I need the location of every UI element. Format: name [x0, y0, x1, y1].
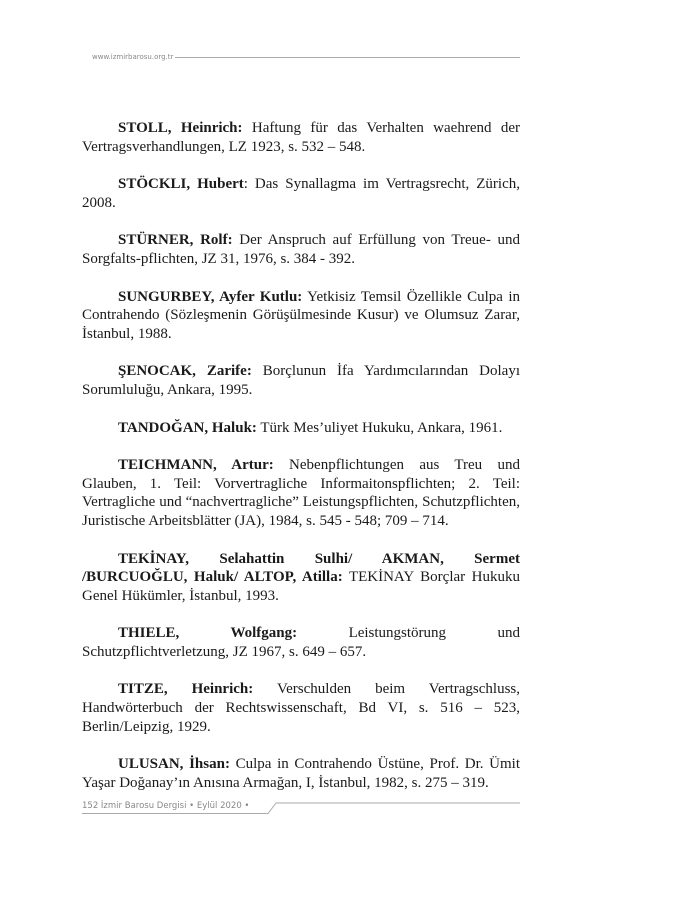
entry-text: Nebenpflichtungen aus Treu und Glauben, 1. Teil: Vorvertragliche Informaitonspflichten; 2. Teil: Vertragliche und “nachvertragliche” Leistungspflichten, Schutzpflichten, Juristische Arbeitsblätter (JA), 1984, s. 545 - 548; 709 – 714.: [82, 457, 520, 529]
entry-text: Yetkisiz Temsil Özellikle Culpa in Contrahendo (Sözleşmenin Görüşülmesinde Kusur) ve Olumsuz Zarar, İstanbul, 1988.: [82, 288, 521, 342]
bibliography-entry: [82, 362, 520, 399]
page-header: [92, 53, 520, 61]
entry-author: ULUSAN, İhsan:: [118, 756, 230, 773]
entry-text: Leistungstörung und Schutzpflichtverletzung, JZ 1967, s. 649 – 657.: [82, 625, 520, 660]
entry-text: Türk Mes’uliyet Hukuku, Ankara, 1961.: [256, 419, 503, 436]
bibliography-entry: [82, 119, 520, 156]
entry-author: TANDOĞAN, Haluk:: [118, 419, 257, 436]
entry-text: Verschulden beim Vertragschluss, Handwörterbuch der Rechtswissenschaft, Bd VI, s. 516 – 523, Berlin/Leipzig, 1929.: [82, 681, 521, 735]
entry-author: TITZE, Heinrich:: [118, 681, 254, 698]
entry-author: SUNGURBEY, Ayfer Kutlu:: [118, 288, 303, 305]
bibliography-entry: [82, 419, 520, 438]
footer-text: 152 İzmir Barosu Dergisi • Eylül 2020 •: [82, 801, 250, 811]
header-rule: [175, 57, 520, 58]
bibliography-entry: [82, 755, 520, 792]
entry-text: Culpa in Contrahendo Üstüne, Prof. Dr. Ümit Yaşar Doğanay’ın Anısına Armağan, I, İstanbul, 1982, s. 275 – 319.: [82, 756, 520, 791]
bibliography-entry: [82, 175, 520, 212]
page-footer: [82, 800, 520, 814]
entry-text: Der Anspruch auf Erfüllung von Treue- und Sorgfalts-pflichten, JZ 31, 1976, s. 384 - 392.: [82, 232, 520, 267]
bibliography-entry: [82, 680, 520, 736]
entry-author: STÜRNER, Rolf:: [118, 232, 233, 249]
bibliography-entry: [82, 456, 520, 530]
entry-text: Haftung für das Verhalten waehrend der Vertragsverhandlungen, LZ 1923, s. 532 – 548.: [82, 120, 520, 155]
bibliography-entry: [82, 550, 520, 606]
entry-author: TEKİNAY, Selahattin Sulhi/ AKMAN, Sermet /BURCUOĞLU, Haluk/ ALTOP, Atilla:: [82, 550, 520, 586]
entry-author: STOLL, Heinrich:: [118, 120, 243, 136]
entry-author: ŞENOCAK, Zarife:: [118, 363, 252, 380]
entry-text: TEKİNAY Borçlar Hukuku Genel Hükümler, İstanbul, 1993.: [82, 569, 520, 604]
bibliography-entry: [82, 288, 520, 344]
entry-text: Borçlunun İfa Yardımcılarından Dolayı Sorumluluğu, Ankara, 1995.: [82, 363, 520, 398]
bibliography-entry: [82, 231, 520, 268]
bibliography: [82, 119, 520, 811]
header-url: www.izmirbarosu.org.tr: [92, 53, 174, 61]
entry-author: THIELE, Wolfgang:: [118, 625, 298, 642]
entry-text: : Das Synallagma im Vertragsrecht, Zürich, 2008.: [82, 176, 520, 211]
entry-author: STÖCKLI, Hubert: [118, 176, 244, 193]
entry-author: TEICHMANN, Artur:: [118, 457, 274, 474]
bibliography-entry: [82, 624, 520, 661]
